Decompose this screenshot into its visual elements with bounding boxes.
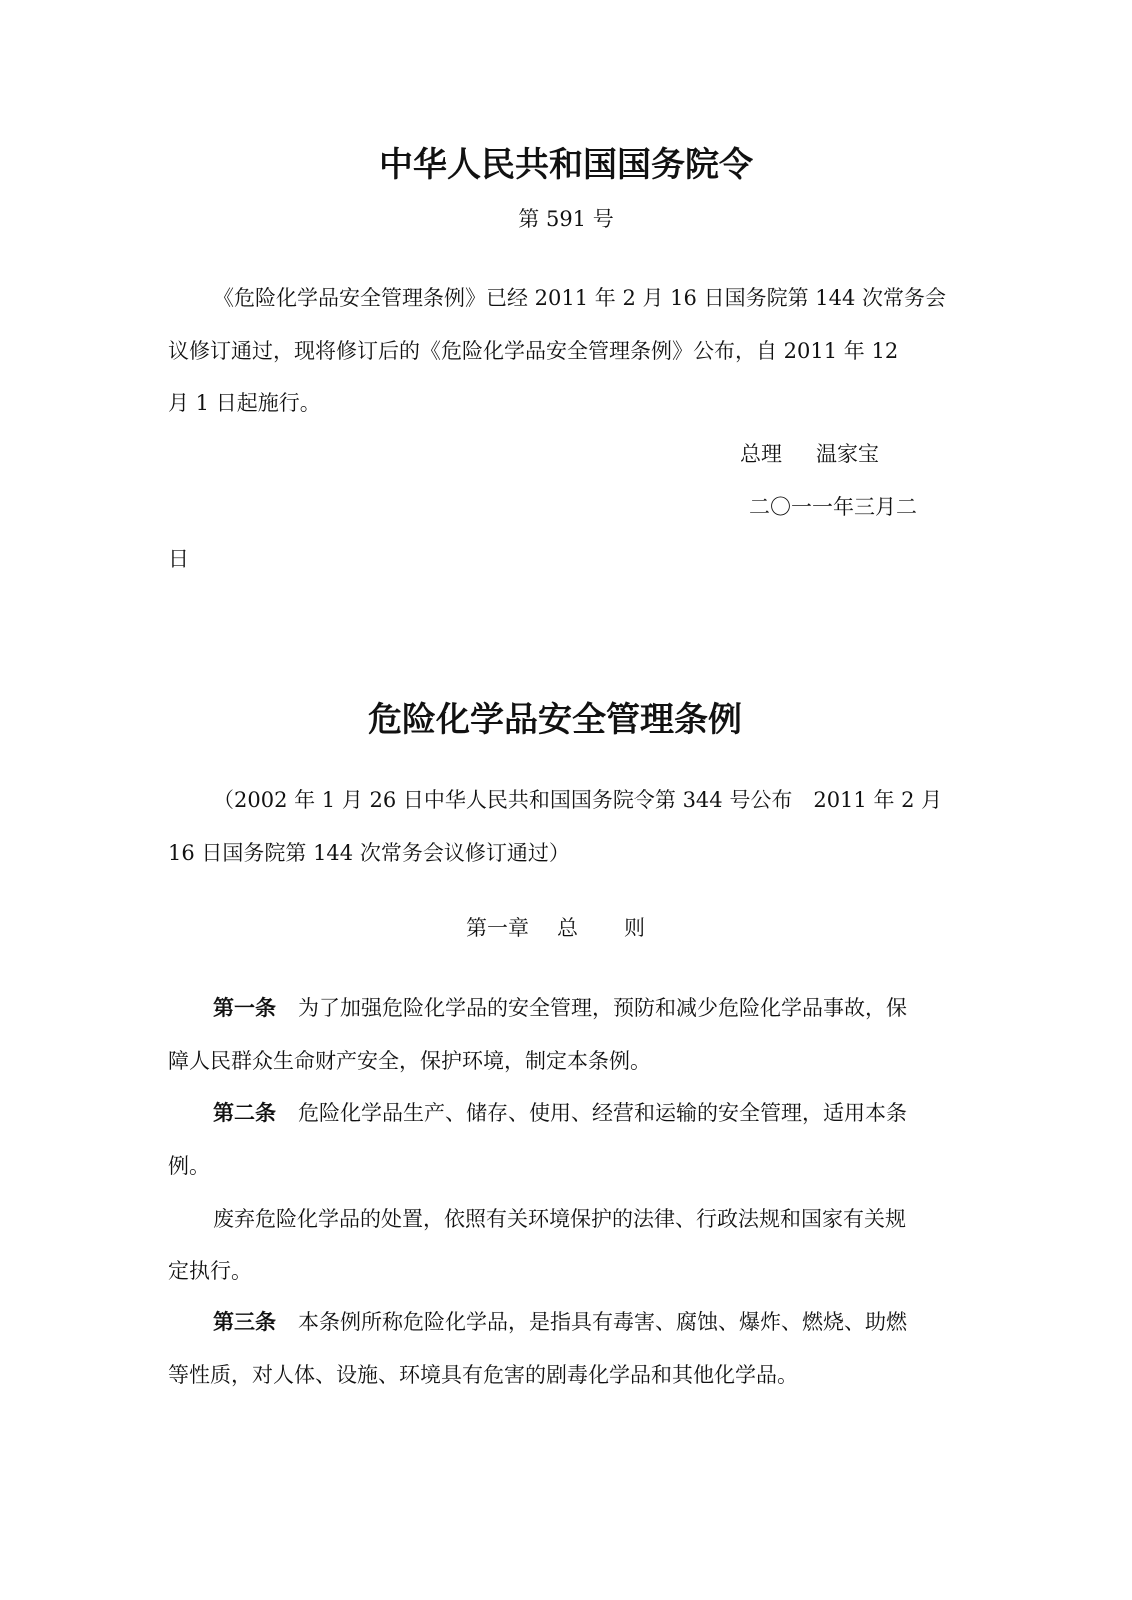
chapter-name-part-2: 则: [624, 916, 645, 940]
decree-number: 第 591 号: [518, 207, 614, 231]
article-2-label: 第二条: [213, 1100, 276, 1125]
article-3-line-1: [213, 1306, 907, 1338]
decree-date-line-1: 二〇一一年三月二: [749, 495, 917, 519]
article-3-text-1: 本条例所称危险化学品，是指具有毒害、腐蚀、爆炸、燃烧、助燃: [298, 1310, 907, 1334]
article-2-para2-line-2: 定执行。: [168, 1259, 252, 1283]
signer-name: 温家宝: [816, 442, 879, 466]
regulation-note-line-1: （2002 年 1 月 26 日中华人民共和国国务院令第 344 号公布 2011 年 2 月: [213, 788, 943, 812]
article-2-line-2: 例。: [168, 1154, 210, 1178]
article-3-label: 第三条: [213, 1309, 276, 1334]
article-2-line-1: [213, 1097, 907, 1129]
article-2-para2-line-1: 废弃危险化学品的处置，依照有关环境保护的法律、行政法规和国家有关规: [213, 1207, 906, 1231]
article-1-label: 第一条: [213, 995, 276, 1020]
chapter-heading: [466, 912, 645, 944]
decree-text-line-3: 月 1 日起施行。: [168, 391, 321, 415]
article-1-line-2: 障人民群众生命财产安全，保护环境，制定本条例。: [168, 1049, 651, 1073]
decree-text-line-2: 议修订通过，现将修订后的《危险化学品安全管理条例》公布，自 2011 年 12: [168, 339, 899, 363]
decree-text-line-1: 《危险化学品安全管理条例》已经 2011 年 2 月 16 日国务院第 144 次常务会: [213, 286, 947, 310]
article-3-line-2: 等性质，对人体、设施、环境具有危害的剧毒化学品和其他化学品。: [168, 1363, 798, 1387]
decree-title: 中华人民共和国国务院令: [379, 145, 753, 185]
article-1-line-1: [213, 992, 907, 1024]
article-1-text-1: 为了加强危险化学品的安全管理，预防和减少危险化学品事故，保: [298, 996, 907, 1020]
chapter-name-part-1: 总: [557, 916, 578, 940]
decree-date-line-2: 日: [168, 547, 189, 571]
regulation-title: 危险化学品安全管理条例: [368, 700, 742, 740]
article-2-text-1: 危险化学品生产、储存、使用、经营和运输的安全管理，适用本条: [298, 1101, 907, 1125]
chapter-number: 第一章: [466, 916, 529, 940]
regulation-note-line-2: 16 日国务院第 144 次常务会议修订通过）: [168, 841, 570, 865]
signer-role: 总理: [740, 442, 782, 466]
